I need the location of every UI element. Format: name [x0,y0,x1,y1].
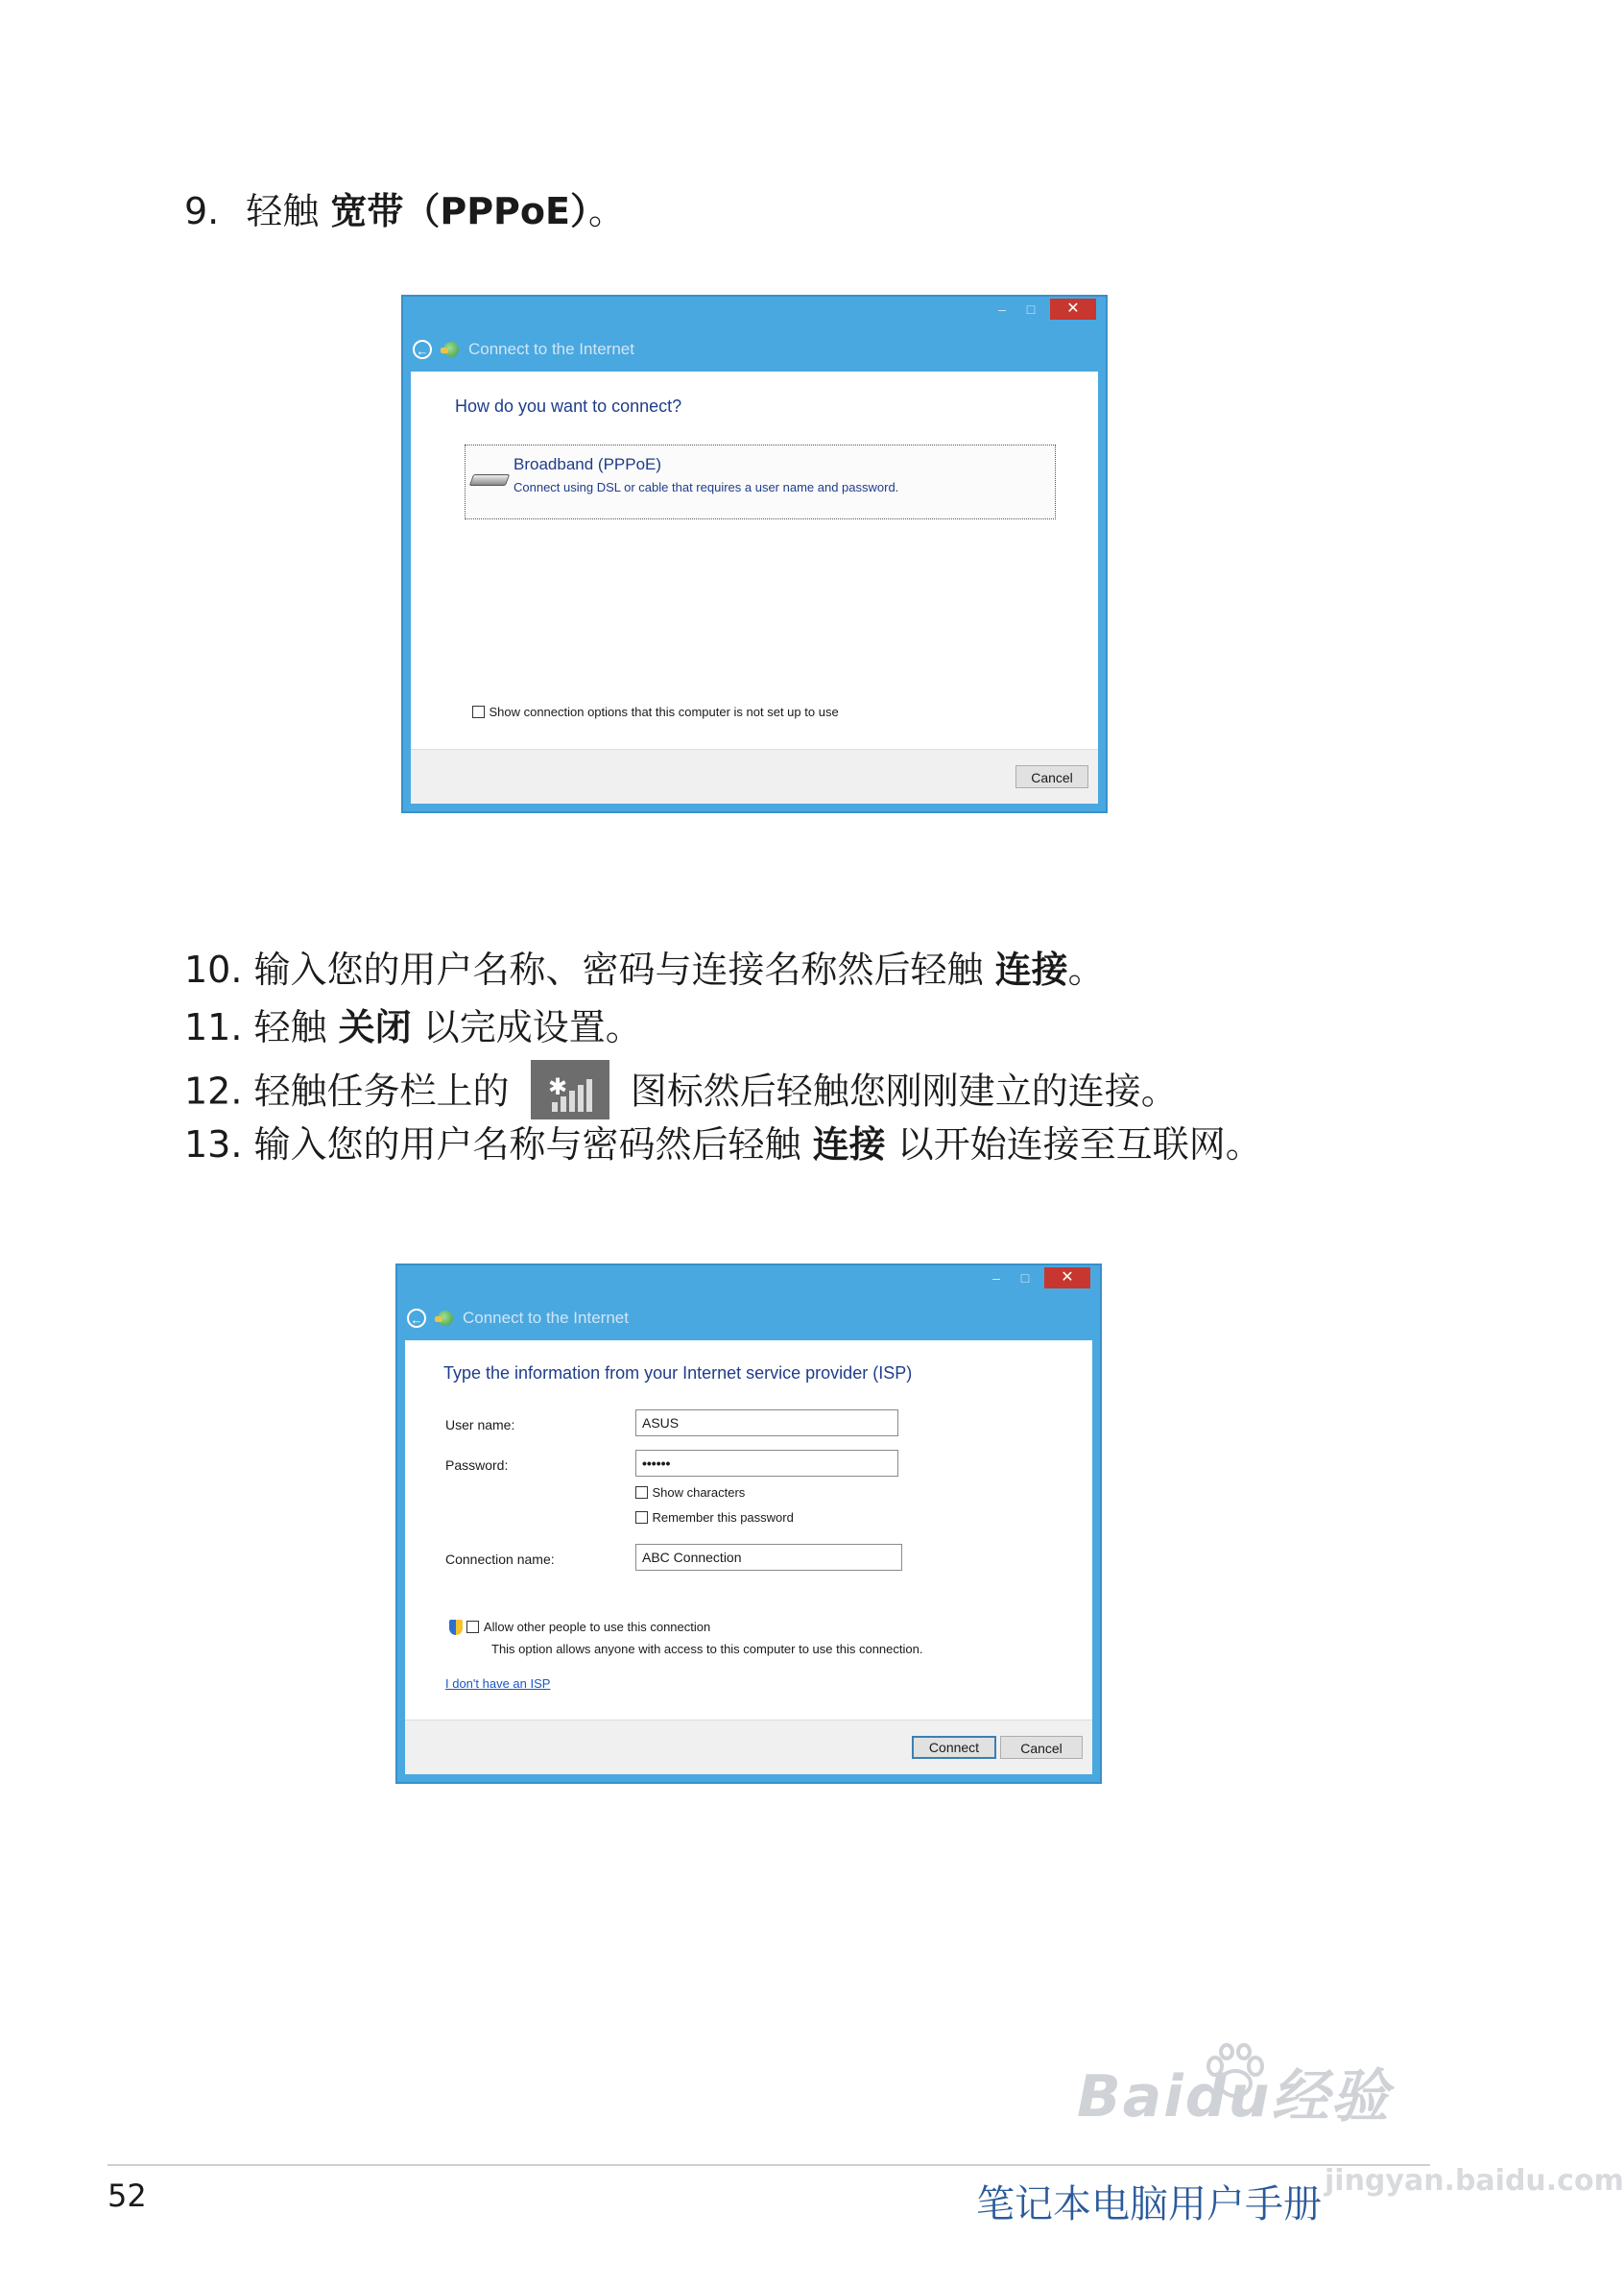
option-description: Connect using DSL or cable that requires a user name and password. [513,480,899,494]
allow-others-description: This option allows anyone with access to this computer to use this connection. [491,1642,923,1656]
show-options-row [472,704,839,721]
back-arrow-icon[interactable]: ← [413,340,432,359]
step-text: 轻触 [253,1006,339,1048]
close-button[interactable]: ✕ [1044,1267,1090,1288]
step-number: 12. [184,1070,243,1113]
minimize-button[interactable]: – [998,301,1006,317]
dialog-footer [405,1720,1092,1774]
option-title: Broadband (PPPoE) [513,455,662,473]
dialog-prompt: Type the information from your Internet service provider (ISP) [443,1363,913,1383]
connection-name-label: Connection name: [445,1552,555,1567]
title-bar [397,1265,1100,1300]
cancel-button[interactable]: Cancel [1015,765,1088,788]
step-bold: 连接 [994,949,1068,991]
minimize-button[interactable]: – [992,1270,1000,1286]
step-bold: 关闭 [338,1006,412,1048]
step-text-end: 。 [587,190,625,232]
baidu-watermark-domain: jingyan.baidu.com [1325,2164,1624,2198]
step-bold: 宽带（PPPoE） [330,190,588,232]
dialog-footer [411,749,1098,804]
remember-password-row [635,1509,794,1527]
password-input[interactable]: •••••• [635,1450,898,1477]
step-text-end: 以开始连接至互联网。 [885,1123,1262,1166]
allow-others-label: Allow other people to use this connection [483,1620,711,1634]
username-label: User name: [445,1417,515,1432]
connection-name-input[interactable]: ABC Connection [635,1544,902,1571]
close-button[interactable]: ✕ [1050,299,1096,320]
baidu-watermark: Baidu经验 [1077,2063,1391,2130]
title-bar [403,297,1106,331]
show-options-checkbox[interactable] [472,706,485,718]
connect-button[interactable]: Connect [912,1736,996,1759]
allow-others-row [449,1619,710,1636]
signal-bars-icon [531,1060,609,1119]
manual-title: 笔记本电脑用户手册 [976,2182,1322,2226]
network-signal-icon [531,1060,609,1119]
modem-icon [469,474,510,486]
show-options-label: Show connection options that this computer is not set up to use [489,705,839,719]
dialog-title: Connect to the Internet [468,340,634,358]
show-characters-row [635,1484,745,1502]
step-13 [184,1121,1262,1167]
connect-dialog-1 [401,295,1108,813]
remember-password-checkbox[interactable] [635,1511,648,1524]
step-number: 10. [184,949,243,991]
uac-shield-icon [449,1620,463,1635]
maximize-button[interactable]: □ [1020,1270,1030,1286]
step-text: 轻触 [246,190,331,232]
no-isp-link[interactable]: I don't have an ISP [445,1676,551,1691]
dialog-client [405,1340,1092,1774]
step-text-end: 以完成设置。 [411,1006,642,1048]
step-number: 13. [184,1123,243,1166]
step-12 [184,1064,1178,1123]
footer-divider [107,2164,1430,2166]
network-globe-icon [438,1311,453,1326]
svg-text:✱: ✱ [547,1073,567,1100]
maximize-button[interactable]: □ [1026,301,1036,317]
username-input[interactable]: ASUS [635,1409,898,1436]
show-characters-label: Show characters [652,1485,746,1500]
remember-password-label: Remember this password [652,1510,794,1525]
nav-row [407,1304,629,1333]
step-text: 输入您的用户名称与密码然后轻触 [253,1123,813,1166]
dialog-title: Connect to the Internet [463,1309,629,1327]
step-10 [184,947,1105,993]
step-9 [184,188,625,234]
back-arrow-icon[interactable]: ← [407,1309,426,1328]
step-number: 9. [184,190,220,232]
network-globe-icon [443,342,459,357]
step-text: 输入您的用户名称、密码与连接名称然后轻触 [253,949,995,991]
step-text-end: 。 [1067,949,1105,991]
step-number: 11. [184,1006,243,1048]
step-11 [184,1004,642,1050]
dialog-client [411,372,1098,804]
page-number: 52 [107,2178,147,2214]
password-label: Password: [445,1457,509,1473]
step-text: 轻触任务栏上的 [253,1070,510,1113]
nav-row [413,335,634,364]
step-bold: 连接 [812,1123,886,1166]
broadband-option[interactable] [465,445,1056,519]
dialog-prompt: How do you want to connect? [455,397,682,416]
connect-dialog-2 [395,1263,1102,1784]
cancel-button[interactable]: Cancel [1000,1736,1083,1759]
allow-others-checkbox[interactable] [466,1621,479,1633]
step-text-end: 图标然后轻触您刚刚建立的连接。 [630,1070,1178,1113]
show-characters-checkbox[interactable] [635,1486,648,1499]
